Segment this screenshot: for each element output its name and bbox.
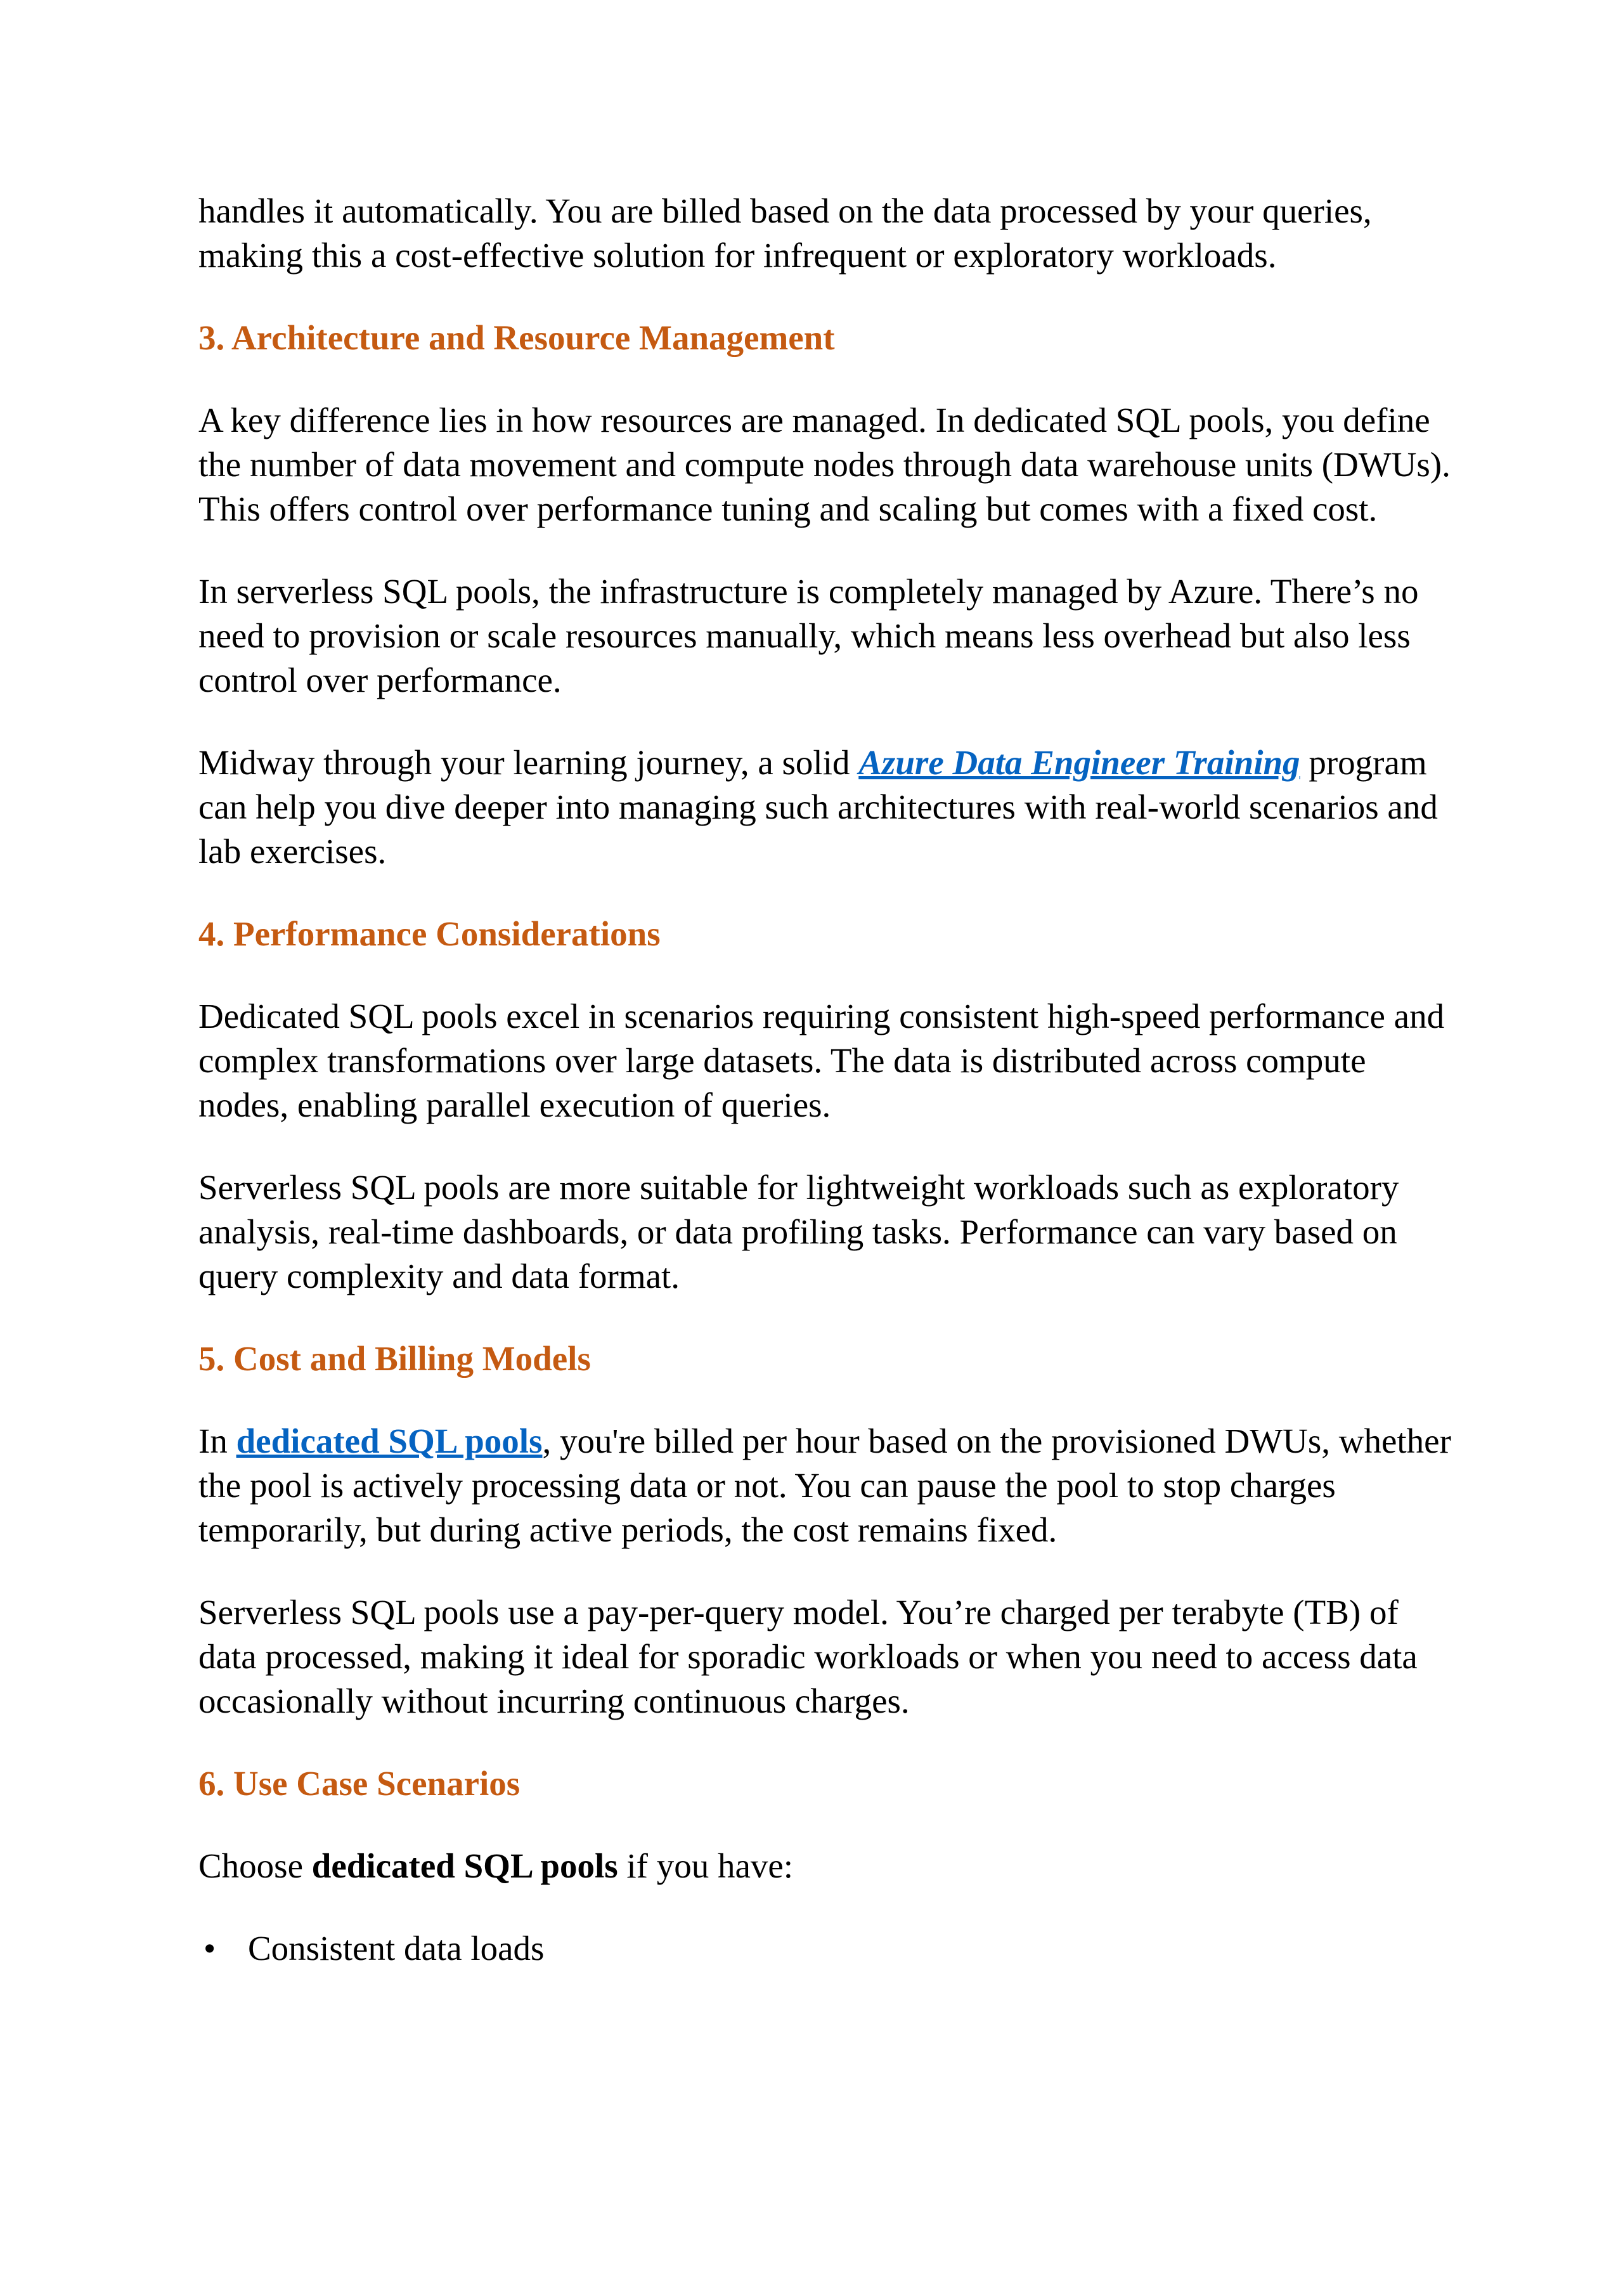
document-body bbox=[198, 189, 1454, 1971]
dedicated-sql-pools-emphasis: dedicated SQL pools bbox=[311, 1846, 618, 1885]
use-case-list bbox=[198, 1926, 1454, 1971]
dedicated-sql-pools-link[interactable]: dedicated SQL pools bbox=[236, 1422, 543, 1460]
section-3-paragraph-2: In serverless SQL pools, the infrastructure is completely managed by Azure. There’s no need to provision or scale resources manually, which means less overhead but also less control over performance. bbox=[198, 572, 1419, 699]
section-6-paragraph-1 bbox=[198, 1844, 1454, 1888]
azure-data-engineer-training-link[interactable]: Azure Data Engineer Training bbox=[858, 743, 1300, 782]
section-3-paragraph-3-tail: program can help you dive deeper into managing such architectures with real-world scenarios and lab exercises. bbox=[198, 743, 1438, 871]
section-5-heading: 5. Cost and Billing Models bbox=[198, 1339, 591, 1378]
section-5-paragraph-1 bbox=[198, 1419, 1454, 1552]
section-5-paragraph-1-lead: In bbox=[198, 1422, 236, 1460]
section-5-paragraph-2: Serverless SQL pools use a pay-per-query model. You’re charged per terabyte (TB) of data processed, making it ideal for sporadic workloads or when you need to access data occasionally without incurring continuous charges. bbox=[198, 1593, 1418, 1720]
section-4-paragraph-1: Dedicated SQL pools excel in scenarios requiring consistent high-speed performance and complex transformations over large datasets. The data is distributed across compute nodes, enabling parallel execution of queries. bbox=[198, 997, 1445, 1124]
section-3-paragraph-1: A key difference lies in how resources are managed. In dedicated SQL pools, you define the number of data movement and compute nodes through data warehouse units (DWUs). This offers control over performance tuning and scaling but comes with a fixed cost. bbox=[198, 401, 1451, 528]
list-item-text: Consistent data loads bbox=[248, 1929, 545, 1968]
section-4-paragraph-2: Serverless SQL pools are more suitable for lightweight workloads such as exploratory analysis, real-time dashboards, or data profiling tasks. Performance can vary based on query complexity and data format. bbox=[198, 1168, 1399, 1295]
section-6-paragraph-1-tail: if you have: bbox=[618, 1846, 794, 1885]
section-3-heading: 3. Architecture and Resource Management bbox=[198, 318, 835, 357]
bullet-icon: • bbox=[204, 1929, 216, 1968]
intro-paragraph: handles it automatically. You are billed based on the data processed by your queries, making this a cost-effective solution for infrequent or exploratory workloads. bbox=[198, 191, 1372, 275]
section-5-paragraph-1-tail: , you're billed per hour based on the provisioned DWUs, whether the pool is actively processing data or not. You can pause the pool to stop charges temporarily, but during active periods, the cost remains fixed. bbox=[198, 1422, 1451, 1549]
section-4-heading: 4. Performance Considerations bbox=[198, 914, 661, 953]
section-3-paragraph-3-lead: Midway through your learning journey, a solid bbox=[198, 743, 859, 782]
section-6-paragraph-1-lead: Choose bbox=[198, 1846, 312, 1885]
section-6-heading: 6. Use Case Scenarios bbox=[198, 1764, 521, 1803]
list-item bbox=[198, 1926, 1454, 1971]
section-3-paragraph-3 bbox=[198, 741, 1454, 874]
